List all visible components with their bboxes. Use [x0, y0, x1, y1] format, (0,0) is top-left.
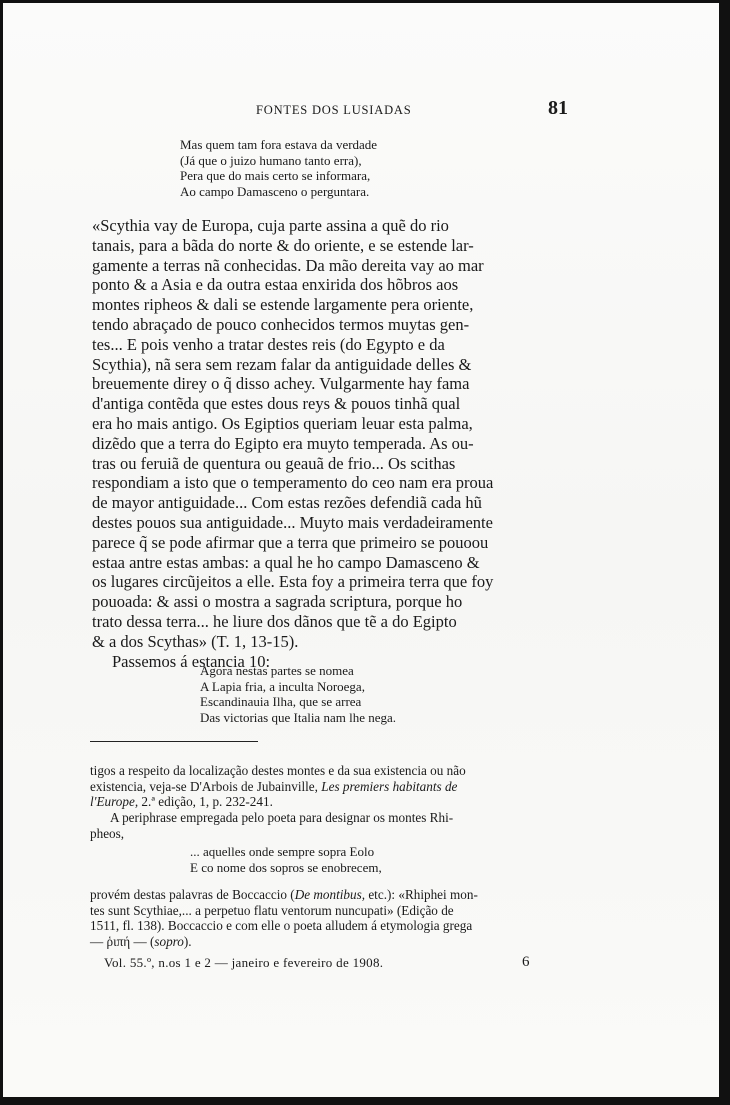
verse-line: Escandinauia Ilha, que se arrea: [200, 694, 362, 709]
verse-line: Pera que do mais certo se informara,: [180, 168, 371, 183]
body-line: os lugares circũjeitos a elle. Esta foy a primeira terra que foy: [92, 572, 494, 592]
footnote-text: — ῥιπή — (: [90, 934, 155, 950]
verse-line: ... aquelles onde sempre sopra Eolo: [190, 844, 375, 859]
body-line: tanais, para a bãda do norte & do oriente, e se estende lar-: [92, 235, 474, 255]
body-line: parece q̃ se pode afirmar que a terra que primeiro se pouoou: [92, 532, 489, 552]
body-line: ponto & a Asia e da outra estaa enxirida dos hõbros aos: [92, 275, 459, 295]
footnote-line: [90, 887, 562, 903]
footnote-text: etc.): «Rhiphei mon-: [365, 887, 478, 902]
body-line: tras ou feruiã de quentura ou geauã de frio... Os scithas: [92, 453, 456, 473]
footnote-line: [90, 794, 562, 810]
footnote-text: ).: [183, 934, 192, 950]
body-line: tendo abraçado de pouco conhecidos termos muytas gen-: [92, 314, 470, 334]
body-line: & a dos Scythas» (T. 1, 13-15).: [92, 631, 299, 651]
footnote-line: A periphrase empregada pelo poeta para designar os montes Rhi-: [110, 810, 454, 826]
footnote-line: [90, 779, 562, 795]
page-number: 81: [548, 97, 568, 119]
body-line: respondiam a isto que o temperamento do ceo nam era proua: [92, 473, 494, 493]
verse-line: E co nome dos sopros se enobrecem,: [190, 859, 382, 875]
running-header: FONTES DOS LUSIADAS: [256, 103, 412, 117]
footnote-line: tes sunt Scythiae,... a perpetuo flatu ventorum nuncupati» (Edição de: [90, 902, 454, 918]
body-line: de mayor antiguidade... Com estas rezões defendiã cada hũ: [92, 493, 482, 513]
body-line: trato dessa terra... he liure dos dãnos que tẽ a do Egipto: [92, 611, 457, 631]
footnote-text: existencia, veja-se D'Arbois de Jubainville,: [90, 778, 322, 794]
body-line-passemos: Passemos á estancia 10:: [112, 651, 271, 671]
footnote-line: tigos a respeito da localização destes montes e da sua existencia ou não: [90, 763, 466, 778]
footnote-text: 2.ª edição, 1, p. 232-241.: [138, 794, 273, 810]
footnote-text: provém destas palavras de Boccaccio (: [90, 887, 295, 902]
verse-line: Das victorias que Italia nam lhe nega.: [200, 709, 397, 725]
body-line: «Scythia vay de Europa, cuja parte assina a quẽ do rio: [92, 216, 449, 235]
body-line: d'antiga contẽda que estes dous reys & pouos tinhã qual: [92, 394, 461, 414]
body-line: breuemente direy o q̃ disso achey. Vulgarmente hay fama: [92, 374, 470, 394]
book-title: l'Europe,: [90, 794, 139, 810]
footnote-line: 1511, fl. 138). Boccaccio e com elle o poeta alludem á etymologia grega: [90, 918, 473, 934]
footnote-block-2: [90, 887, 562, 950]
body-line: estaa antre estas ambas: a qual he ho campo Damasceno &: [92, 552, 480, 572]
body-line: dizẽdo que a terra do Egipto era muyto temperada. As ou-: [92, 433, 474, 453]
body-line: montes ripheos & dali se estende largamente pera oriente,: [92, 295, 474, 315]
verse-quote-top: [180, 137, 377, 199]
verse-line: Ao campo Damasceno o perguntara.: [180, 183, 370, 199]
body-line: pouoada: & assi o mostra a sagrada scriptura, porque ho: [92, 592, 463, 612]
signature-mark: 6: [522, 954, 530, 970]
verse-line: Mas quem tam fora estava da verdade: [180, 137, 378, 152]
volume-footer: Vol. 55.º, n.os 1 e 2 — janeiro e fevereiro de 1908.: [104, 955, 384, 970]
verse-line: (Já que o juizo humano tanto erra),: [180, 152, 362, 168]
footnote-line: [90, 934, 562, 950]
book-title: Les premiers habitants de: [321, 778, 458, 794]
word-italic: sopro: [154, 934, 184, 950]
verse-quote-note: [190, 844, 382, 875]
footnote-block: [90, 763, 562, 842]
body-line: gamente a terras nã conhecidas. Da mão dereita vay ao mar: [92, 255, 484, 275]
verse-line: A Lapia fria, a inculta Noroega,: [200, 678, 365, 694]
body-text: [92, 216, 565, 671]
body-line: destes pouos sua antiguidade... Muyto mais verdadeiramente: [92, 512, 493, 532]
footnote-rule: [90, 741, 258, 742]
body-line: era ho mais antigo. Os Egiptios queriam leuar esta palma,: [92, 413, 473, 433]
footnote-line: pheos,: [90, 825, 125, 841]
book-title: De montibus,: [294, 887, 366, 902]
verse-quote-estancia: [200, 663, 396, 725]
body-line: tes... E pois venho a tratar destes reis (do Egypto e da: [92, 334, 445, 354]
body-line: Scythia), nã sera sem rezam falar da antiguidade delles &: [92, 354, 472, 374]
verse-line: Agora nestas partes se nomea: [200, 663, 354, 678]
